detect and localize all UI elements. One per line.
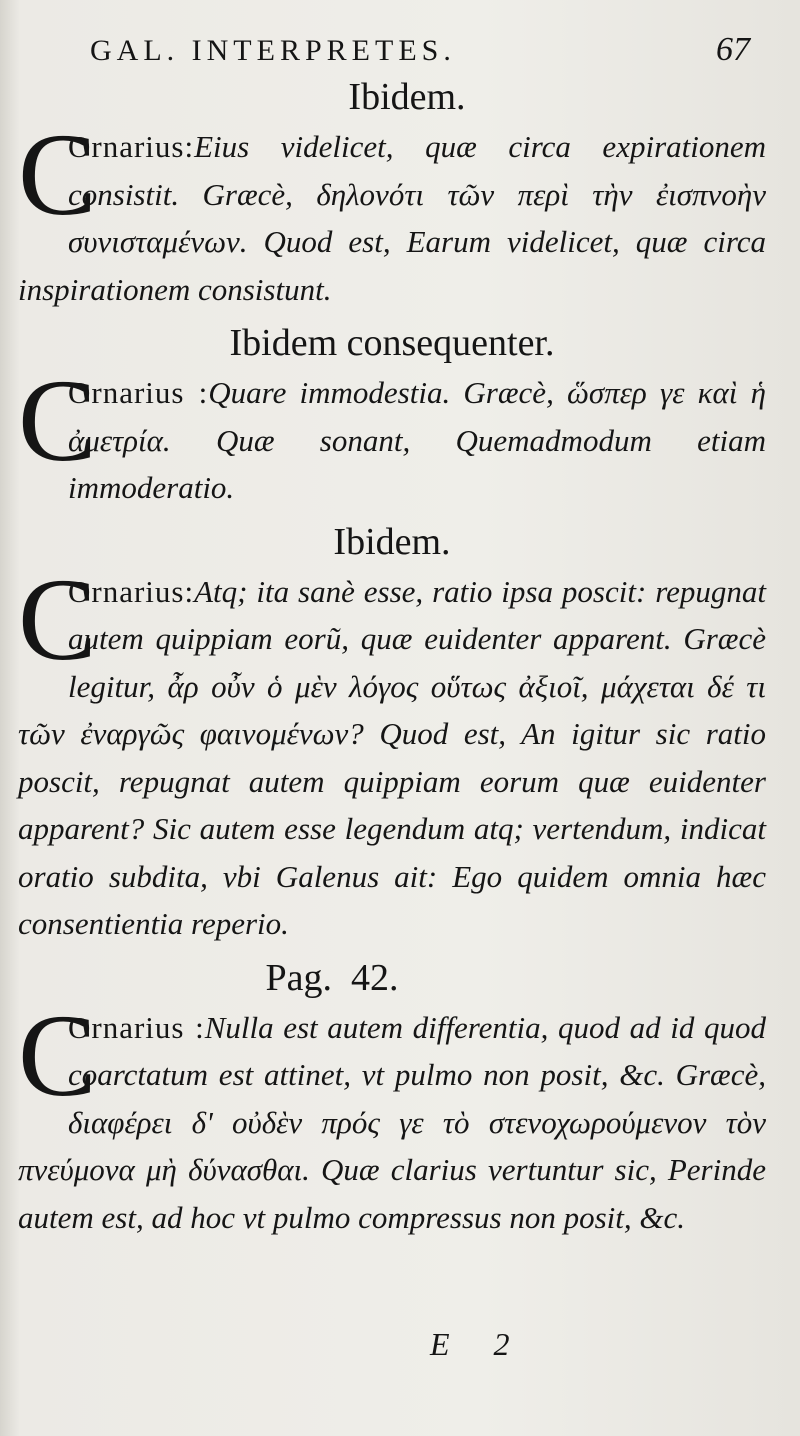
section-heading: Ibidem. <box>348 76 466 118</box>
entry-lead: Ornarius: <box>68 573 195 609</box>
drop-cap: C <box>18 989 97 1121</box>
entry-text <box>18 355 766 512</box>
section-heading: Ibidem consequenter. <box>229 322 555 364</box>
entry-lead: Ornarius: <box>68 129 195 164</box>
entry-lead: Ornarius : <box>68 375 209 410</box>
commentary-entry <box>18 109 766 313</box>
entry-body: Quare immodestia. Græcè, ὥσπερ γε καὶ ἡ ἀμετρία. Quæ sonant, Quemadmodum etiam immoderatio. <box>68 375 766 505</box>
entry-text <box>18 109 766 313</box>
running-title: GAL. INTERPRETES. <box>90 34 456 67</box>
commentary-entry <box>18 989 766 1242</box>
entry-body: Atq; ita sanè esse, ratio ipsa poscit: repugnat autem quippiam eorũ, quæ euidenter apparent. Græcè legitur, ἆρ οὖν ὁ μὲν λόγος οὕτως ἀξιοῖ, μάχεται δέ τι τῶν ἐναργῶς φαινομένων? Quod est, An igitur sic ratio poscit, repugnat autem quippiam eorum quæ euidenter apparent? Sic autem esse legendum atq; vertendum, indicat oratio subdita, vbi Galenus ait: Ego quidem omnia hæc consentientia reperio. <box>18 573 766 941</box>
drop-cap: C <box>18 553 97 685</box>
page-number: 67 <box>716 31 750 68</box>
entry-body: Nulla est autem differentia, quod ad id quod coarctatum est attinet, vt pulmo non posit, &c. Græcè, διαφέρει δ' οὐδὲν πρός γε τὸ στενοχωρούμενον τὸν πνεύμονα μὴ δύνασθαι. Quæ clarius vertuntur sic, Perinde autem est, ad hoc vt pulmo compressus non posit, &c. <box>18 1009 766 1235</box>
signature-mark: E 2 <box>430 1326 528 1362</box>
section-heading: Ibidem. <box>333 520 451 563</box>
section-heading: Pag. 42. <box>265 956 399 999</box>
entry-lead: Ornarius : <box>68 1009 205 1045</box>
drop-cap: C <box>18 109 97 240</box>
drop-cap: C <box>18 355 97 486</box>
entry-text <box>18 553 766 948</box>
entry-text <box>18 989 766 1242</box>
commentary-entry <box>18 355 766 512</box>
entry-body: Eius videlicet, quæ circa expirationem consistit. Græcè, δηλονότι τῶν περὶ τὴν ἐισπνοὴν συνισταμένων. Quod est, Earum videlicet, quæ circa inspirationem consistunt. <box>18 129 766 307</box>
commentary-entry <box>18 553 766 948</box>
running-head <box>90 30 750 71</box>
